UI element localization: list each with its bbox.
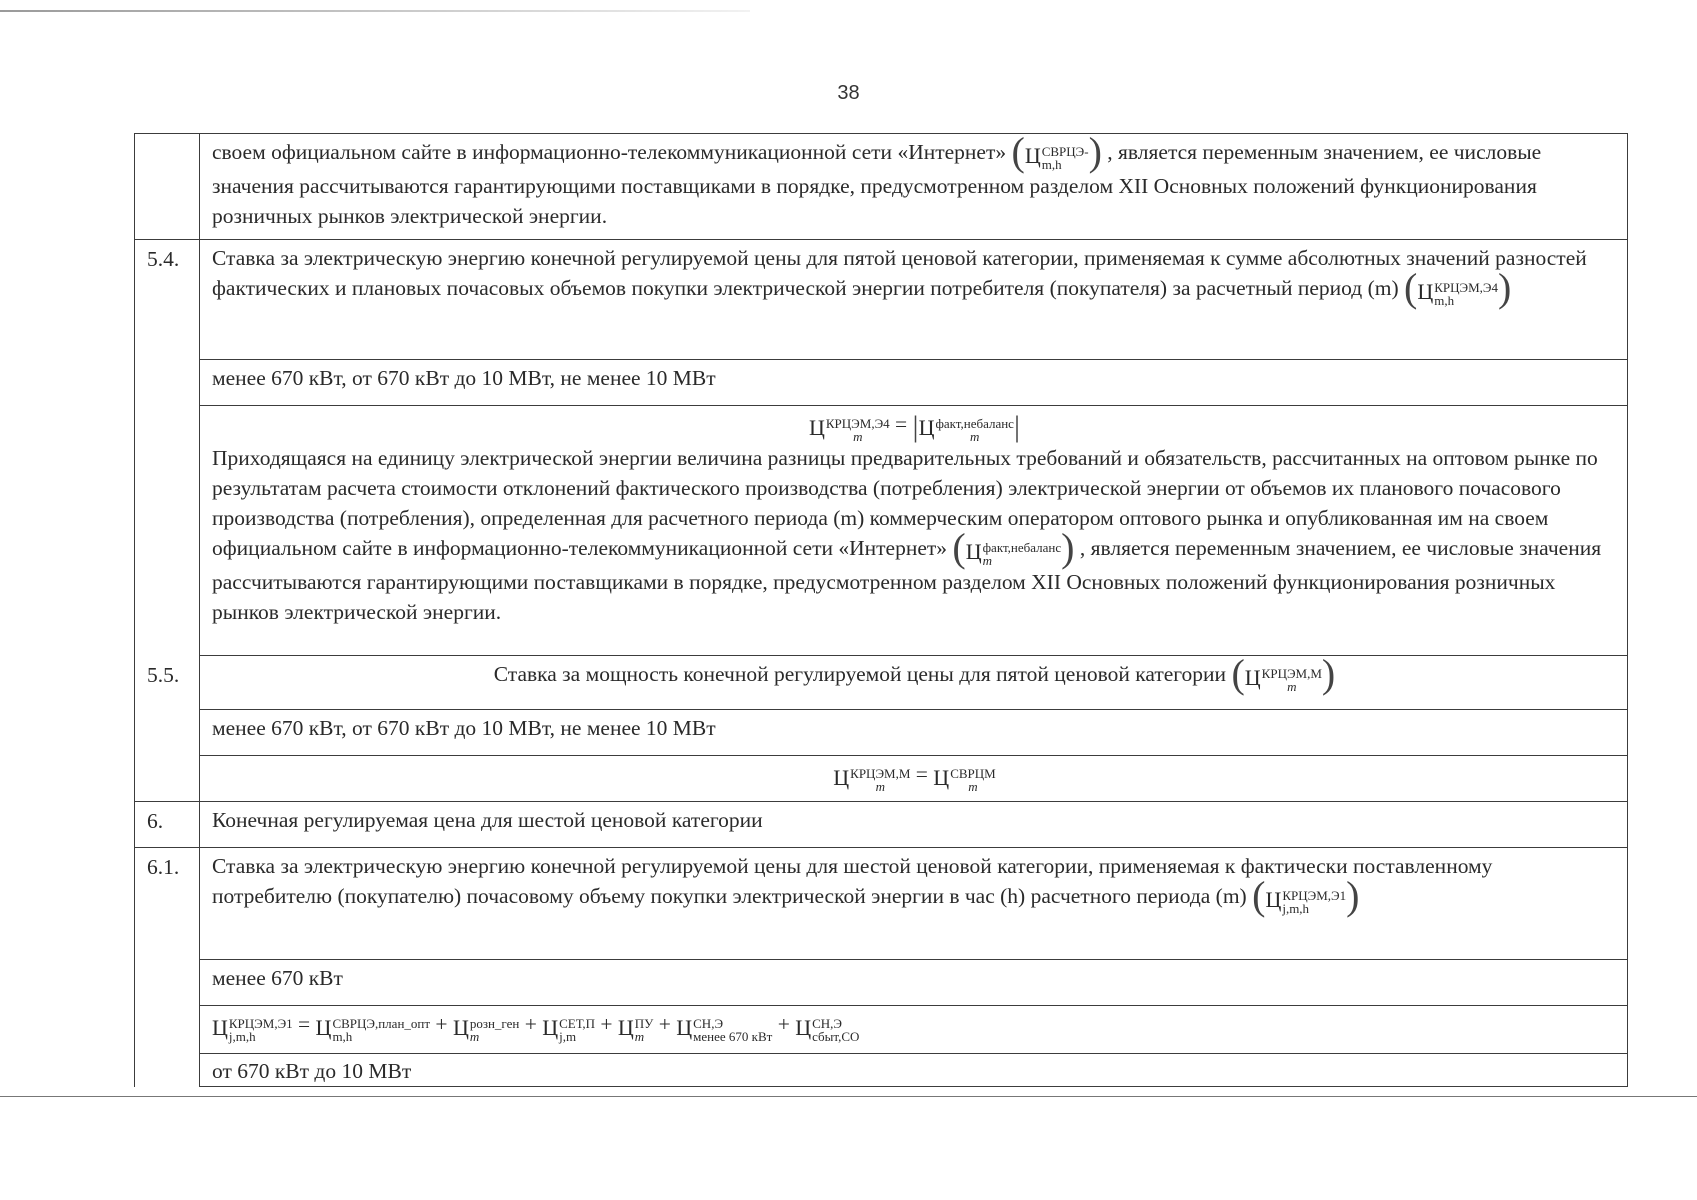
table-row	[135, 960, 1628, 1006]
price-symbol: Ц КРЦЭМ,Э4 m,h	[1417, 279, 1499, 308]
table-row	[135, 710, 1628, 756]
price-symbol: Ц СВРЦЭ- m,h	[1024, 143, 1089, 172]
cell-text: Ставка за мощность конечной регулируемой цены для пятой ценовой категории	[493, 662, 1227, 686]
table-row	[135, 848, 1628, 960]
table-row	[135, 360, 1628, 406]
formula-cell	[200, 406, 1628, 656]
page-number: 38	[837, 82, 860, 104]
table-row	[135, 406, 1628, 656]
range-cell: от 670 кВт до 10 МВт	[200, 1054, 1628, 1087]
table-row	[135, 1006, 1628, 1054]
formula-cell: Ц КРЦЭМ,Э1 j,m,h = Ц СВРЦЭ,план_опт m,h + Ц розн_ген m + Ц СЕТ,П j,m + Ц ПУ m + Ц СН,Э менее 670 кВт + Ц СН,Э сбыт,СО	[200, 1006, 1628, 1054]
cell-text: , является переменным значением, ее числовые значения рассчитываются гарантирующими поставщиками в порядке, предусмотренном разделом XII Основных положений функционирования розничных рынков электрической энергии.	[212, 140, 1542, 228]
range-cell: менее 670 кВт, от 670 кВт до 10 МВт, не менее 10 МВт	[200, 360, 1628, 406]
row-number: 6.1.	[135, 848, 200, 1087]
table-row	[135, 802, 1628, 848]
tariff-table	[134, 129, 1628, 1087]
cell-text: своем официальном сайте в информационно-телекоммуникационной сети «Интернет»	[212, 140, 1007, 164]
range-cell: менее 670 кВт, от 670 кВт до 10 МВт, не менее 10 МВт	[200, 710, 1628, 756]
table-row	[135, 1054, 1628, 1087]
table-row	[135, 240, 1628, 360]
row-title-cell: Конечная регулируемая цена для шестой ценовой категории	[200, 802, 1628, 848]
scan-edge-artifact	[0, 10, 750, 12]
continuation-cell: своем официальном сайте в информационно-телекоммуникационной сети «Интернет» (Ц СВРЦЭ- m,h ) , является переменным значением, ее числовые значения рассчитываются гарантирующими поставщиками в порядке, предусмотренном разделом XII Основных положений функционирования розничных рынков электрической энергии.	[200, 134, 1628, 240]
price-symbol: Ц КРЦЭМ,М m	[1244, 665, 1322, 694]
price-symbol: Ц КРЦЭМ,Э1 j,m,h	[1265, 887, 1347, 916]
page-bottom-rule	[0, 1096, 1697, 1097]
table-row	[135, 134, 1628, 240]
row-number: 5.5.	[135, 656, 200, 802]
formula-cell: Ц КРЦЭМ,М m = Ц СВРЦМ m	[200, 756, 1628, 802]
cell-text: Ставка за электрическую энергию конечной регулируемой цены для шестой ценовой категории, применяемая к фактически поставленному потребителю (покупателю) почасовому объему покупки электрической энергии в час (h) расчетного периода (m)	[212, 854, 1493, 908]
row-number: 5.4.	[135, 240, 200, 656]
price-symbol: Ц факт,небаланс m	[965, 538, 1062, 568]
row-title-cell: Ставка за электрическую энергию конечной регулируемой цены для пятой ценовой категории, применяемая к сумме абсолютных значений разностей фактических и плановых почасовых объемов покупки электрической энергии потребителя (покупателя) за расчетный период (m) (Ц КРЦЭМ,Э4 m,h )	[200, 240, 1628, 360]
range-cell: менее 670 кВт	[200, 960, 1628, 1006]
row-number	[135, 134, 200, 240]
table-row	[135, 656, 1628, 710]
row-number: 6.	[135, 802, 200, 848]
formula: Ц КРЦЭМ,Э4 m = |Ц факт,небаланс m |	[809, 410, 1020, 444]
cell-text: Ставка за электрическую энергию конечной регулируемой цены для пятой ценовой категории, применяемая к сумме абсолютных значений разностей фактических и плановых почасовых объемов покупки электрической энергии потребителя (покупателя) за расчетный период (m)	[212, 246, 1587, 300]
description-text: Приходящаяся на единицу электрической энергии величина разницы предварительных требований и обязательств, рассчитанных на оптовом рынке по результатам расчета стоимости отклонений фактического производства (потребления) электрической энергии от объемов их планового почасового производства (потребления), определенная для расчетного периода (m) коммерческим оператором оптового рынка и опубликованная им на своем официальном сайте в информационно-телекоммуникационной сети «Интернет» (Ц факт,небаланс m ) , является переменным значением, ее числовые значения рассчитываются гарантирующими поставщиками в порядке, предусмотренном разделом XII Основных положений функционирования розничных рынков электрической энергии.	[212, 445, 1602, 624]
row-title-cell: Ставка за мощность конечной регулируемой цены для пятой ценовой категории (Ц КРЦЭМ,М m )	[200, 656, 1628, 710]
table-row	[135, 756, 1628, 802]
row-title-cell: Ставка за электрическую энергию конечной регулируемой цены для шестой ценовой категории, применяемая к фактически поставленному потребителю (покупателю) почасовому объему покупки электрической энергии в час (h) расчетного периода (m) (Ц КРЦЭМ,Э1 j,m,h )	[200, 848, 1628, 960]
